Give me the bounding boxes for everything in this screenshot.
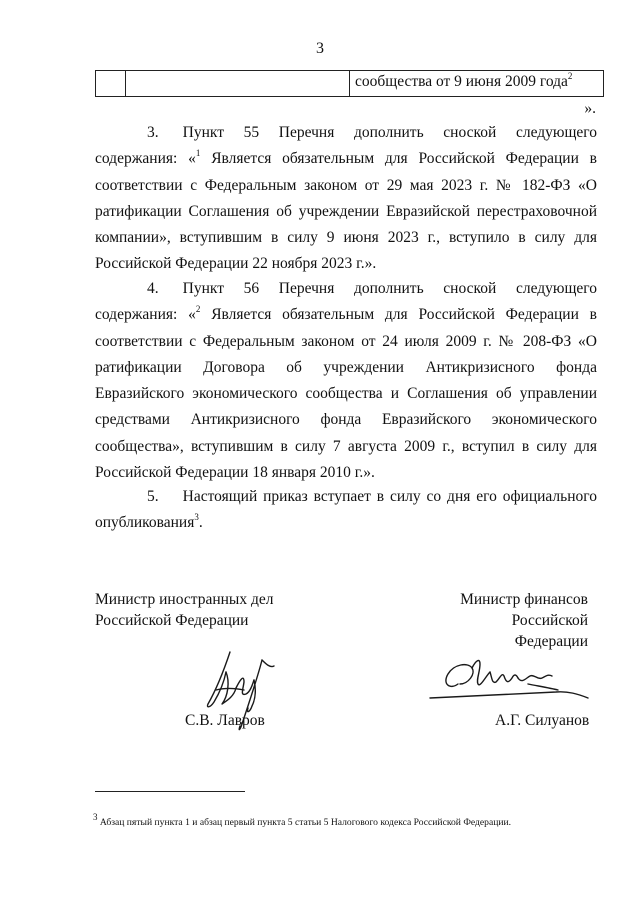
paragraph-number: 4. <box>147 280 159 297</box>
paragraph-body: Настоящий приказ вступает в силу со дня его официального опубликования <box>95 488 597 532</box>
table-cell-text: сообщества от 9 июня 2009 года$^2$ <box>355 70 573 90</box>
paragraph-item-3: 3. Пункт 55 Перечня дополнить сноской следующего содержания: «$^1$ Является обязательным для Российской Федерации в соответствии с Федеральным законом от 29 мая 2023 г. № 182-ФЗ «О ратификации Соглашения об учреждении Евразийской перестраховочной компании», вступившим в силу 9 июня 2023 г., вступило в силу для Российской Федерации 22 ноября 2023 г.». <box>95 124 597 273</box>
signatory-right-name: А.Г. Силуанов <box>495 712 590 729</box>
table-column-divider <box>349 71 350 96</box>
signatory-right-title: Министр финансов Российской Федерации <box>460 591 588 650</box>
paragraph-number: 3. <box>147 124 159 141</box>
signature-siluanov-image <box>428 654 590 706</box>
footnote-text: Абзац пятый пункта 1 и абзац первый пункта 5 статьи 5 Налогового кодекса Российской Федерации. <box>97 817 512 828</box>
footnote-mark: 3 <box>93 811 98 822</box>
signatory-left-title: Министр иностранных дел Российской Федерации <box>95 591 274 629</box>
footnote <box>93 811 512 828</box>
table-fragment <box>95 70 604 97</box>
paragraph-item-5: 5. Настоящий приказ вступает в силу со дня его официального опубликования$^3$. <box>95 488 597 532</box>
footnote-ref: 2 <box>195 304 201 315</box>
paragraph-intro: Пункт 55 Перечня дополнить сноской следующего содержания: <box>95 124 597 168</box>
footnote-separator <box>95 791 245 792</box>
paragraph-body: Является обязательным для Российской Федерации в соответствии с Федеральным законом от 29 мая 2023 г. № 182-ФЗ «О ратификации Соглашения об учреждении Евразийской перестраховочной компании», вступившим в силу 9 июня 2023 г., вступило в силу для Российской Федерации 22 ноября 2023 г.». <box>95 150 597 273</box>
paragraph-body: Является обязательным для Российской Федерации в соответствии с Федеральным законом от 24 июля 2009 г. № 208-ФЗ «О ратификации Договора об учреждении Антикризисного фонда Евразийского экономического сообщества и Соглашения об управлении средствами Антикризисного фонда Евразийского экономического сообщества», вступившим в силу 7 августа 2009 г., вступил в силу для Российской Федерации 18 января 2010 г.». <box>95 306 597 482</box>
paragraph-number: 5. <box>147 488 159 505</box>
footnote-ref: 2 <box>567 70 573 81</box>
footnote-ref: 3 <box>194 512 199 523</box>
page-number: 3 <box>316 40 324 57</box>
signatory-left-name: С.В. Лавров <box>185 712 265 729</box>
footnote-ref: 1 <box>195 148 201 159</box>
table-column-divider <box>125 71 126 96</box>
paragraph-item-4: 4. Пункт 56 Перечня дополнить сноской следующего содержания: «$^2$ Является обязательным для Российской Федерации в соответствии с Федеральным законом от 24 июля 2009 г. № 208-ФЗ «О ратификации Договора об учреждении Антикризисного фонда Евразийского экономического сообщества и Соглашения об управлении средствами Антикризисного фонда Евразийского экономического сообщества», вступившим в силу 7 августа 2009 г., вступил в силу для Российской Федерации 18 января 2010 г.». <box>95 280 597 482</box>
paragraph-intro: Пункт 56 Перечня дополнить сноской следующего содержания: <box>95 280 597 324</box>
quote-close-mark: ». <box>584 100 596 117</box>
